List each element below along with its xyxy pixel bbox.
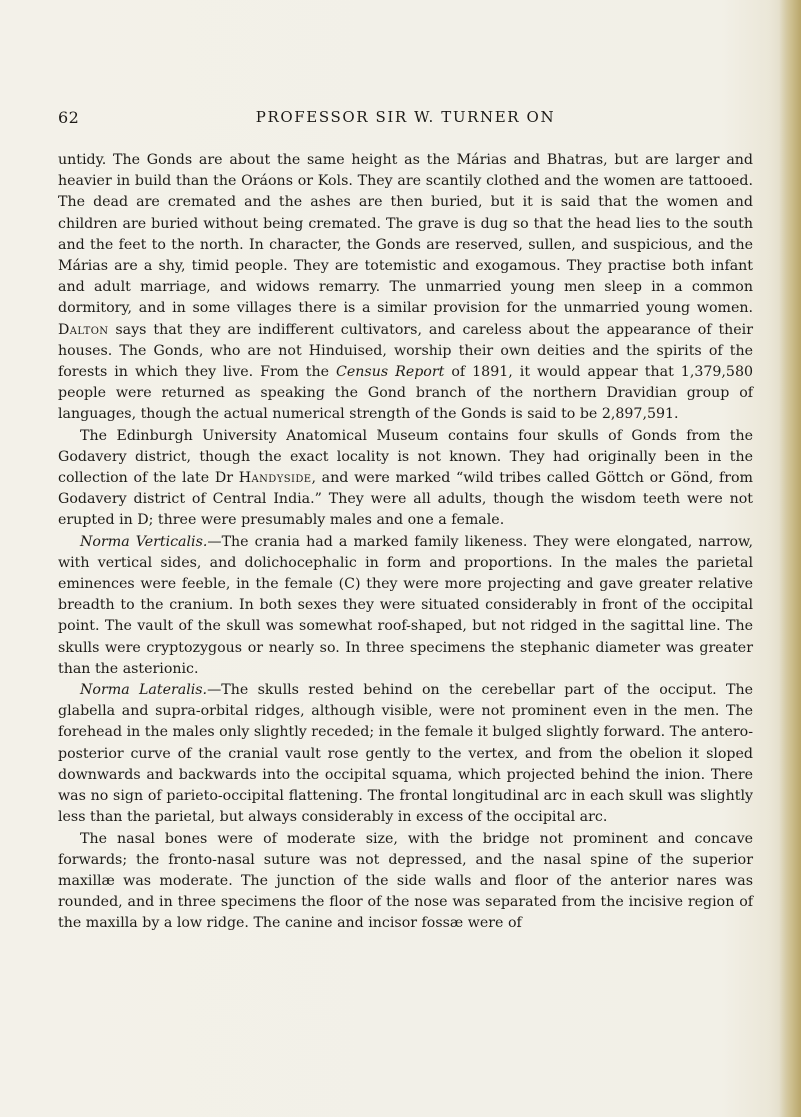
page-header bbox=[58, 108, 753, 132]
binding-edge bbox=[779, 0, 801, 1117]
page-number: 62 bbox=[58, 108, 80, 127]
census-report-title: Census Report bbox=[336, 364, 445, 381]
paragraph-museum-skulls: The Edinburgh University Anatomical Museum contains four skulls of Gonds from the Godavery district, though the exact locality is not known. They had originally been in the collection of the late Dr Handyside, and were marked “wild tribes called Göttch or Gönd, from Godavery district of Central India.” They were all adults, though the wisdom teeth were not erupted in D; three were presumably males and one a female. bbox=[58, 427, 753, 529]
body-text bbox=[58, 150, 753, 935]
author-name-dalton: Dalton bbox=[58, 321, 109, 338]
section-lead-norma-verticalis: Norma Verticalis. bbox=[80, 533, 208, 550]
paragraph-norma-verticalis: Norma Verticalis.—The crania had a marked family likeness. They were elongated, narrow, with vertical sides, and dolichocephalic in form and proportions. In the males the parietal eminences were feeble, in the female (C) they were more projecting and gave greater relative breadth to the cranium. In both sexes they were situated considerably in front of the occipital point. The vault of the skull was somewhat roof-shaped, but not ridged in the sagittal line. The skulls were cryptozygous or nearly so. In three specimens the stephanic diameter was greater than the asterionic. bbox=[58, 533, 753, 677]
paragraph-nasal-bones: The nasal bones were of moderate size, with the bridge not prominent and concave forwards; the fronto-nasal suture was not depressed, and the nasal spine of the superior maxillæ was moderate. The junction of the side walls and floor of the anterior nares was rounded, and in three specimens the floor of the nose was separated from the incisive region of the maxilla by a low ridge. The canine and incisor fossæ were of bbox=[58, 830, 753, 932]
paragraph-gond-description: untidy. The Gonds are about the same height as the Márias and Bhatras, but are larger and heavier in build than the Oráons or Kols. They are scantily clothed and the women are tattooed. The dead are cremated and the ashes are then buried, but it is said that the women and children are buried without being cremated. The grave is dug so that the head lies to the south and the feet to the north. In character, the Gonds are reserved, sullen, and suspicious, and the Márias are a shy, timid people. They are totemistic and exogamous. They practise both infant and adult marriage, and widows remarry. The unmarried young men sleep in a common dormitory, and in some villages there is a similar provision for the unmarried young women. Dalton says that they are indifferent cultivators, and careless about the appearance of their houses. The Gonds, who are not Hinduised, worship their own deities and the spirits of the forests in which they live. From the Census Report of 1891, it would appear that 1,379,580 people were returned as speaking the Gond branch of the northern Dravidian group of languages, though the actual numerical strength of the Gonds is said to be 2,897,591. bbox=[58, 152, 753, 423]
paragraph-norma-lateralis: Norma Lateralis.—The skulls rested behind on the cerebellar part of the occiput. The glabella and supra-orbital ridges, although visible, were not prominent even in the men. The forehead in the males only slightly receded; in the female it bulged slightly forward. The antero-posterior curve of the cranial vault rose gently to the vertex, and from the obelion it sloped downwards and backwards into the occipital squama, which projected behind the inion. There was no sign of parieto-occipital flattening. The frontal longitudinal arc in each skull was slightly less than the parietal, but always considerably in excess of the occipital arc. bbox=[58, 682, 753, 826]
section-lead-norma-lateralis: Norma Lateralis. bbox=[80, 682, 208, 699]
running-title: PROFESSOR SIR W. TURNER ON bbox=[255, 108, 556, 126]
author-name-handyside: Handyside bbox=[238, 470, 312, 487]
